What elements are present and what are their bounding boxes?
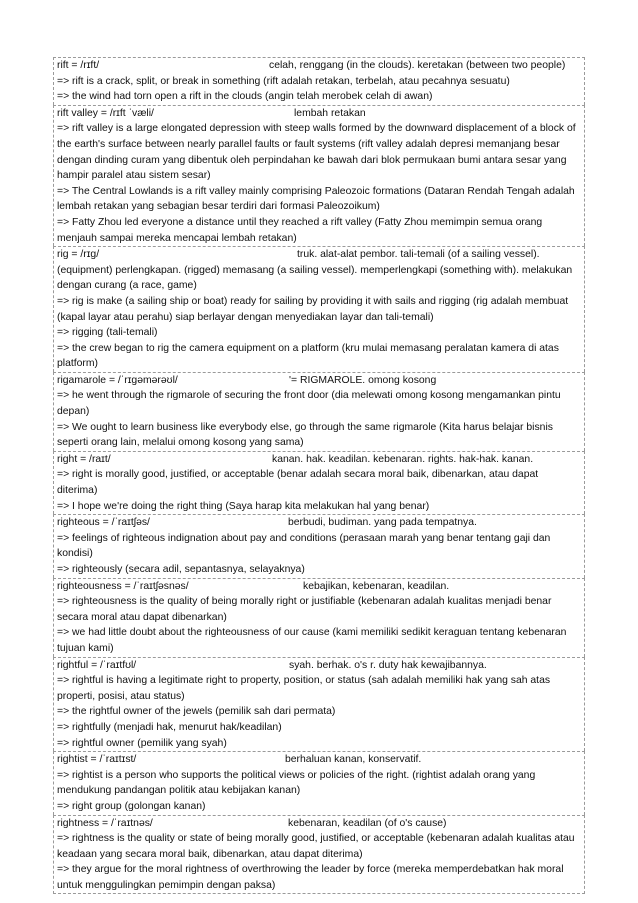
entry-term: rift = /rɪft/ <box>57 60 100 71</box>
entry-meaning: kebenaran, keadilan (of o's cause) <box>288 817 447 829</box>
entry-line: => right is morally good, justified, or acceptable (benar adalah secara moral baik, dibenarkan, atau dapat diterima) <box>57 469 539 497</box>
entry-line: => rig is make (a sailing ship or boat) ready for sailing by providing it with sails and rigging (rig adalah membuat (kapal layar atau perahu) siap berlayar dengan menyediakan layar dan tali-temali) <box>57 295 569 323</box>
entry-line: => The Central Lowlands is a rift valley mainly comprising Paleozoic formations (Dataran Rendah Tengah adalah lembah retakan yang sebagian besar terdiri dari formasi Paleozoikum) <box>57 185 575 213</box>
entry-line: => Fatty Zhou led everyone a distance until they reached a rift valley (Fatty Zhou memimpin semua orang menjauh sampai mereka mencapai lembah retakan) <box>57 216 543 244</box>
entry-meaning: '= RIGMAROLE. omong kosong <box>289 374 437 386</box>
entry-term: rightness = /ˈraɪtnəs/ <box>57 817 153 829</box>
entry-line: => rigging (tali-temali) <box>57 327 158 339</box>
entry-meaning: berhaluan kanan, konservatif. <box>285 754 422 766</box>
entry-line: => rightful owner (pemilik yang syah) <box>57 737 227 749</box>
entry-term: righteous = /ˈraɪtʃəs/ <box>57 517 150 529</box>
dictionary-entry <box>53 815 585 895</box>
entry-term: righteousness = /ˈraɪtʃəsnəs/ <box>57 580 189 592</box>
entry-line: => rightfully (menjadi hak, menurut hak/keadilan) <box>57 721 282 733</box>
entry-heading <box>57 247 581 263</box>
entry-line: => the wind had torn open a rift in the clouds (angin telah merobek celah di awan) <box>57 91 433 103</box>
entry-term: rift valley = /rɪft ˈvæli/ <box>57 107 154 119</box>
entry-line: => we had little doubt about the righteousness of our cause (kami memiliki sedikit keraguan tentang kebenaran tujuan kami) <box>57 627 567 654</box>
entry-line: => rift valley is a large elongated depression with steep walls formed by the downward displacement of a block of the earth's surface between nearly parallel faults or fault systems (rift valley adalah depresi memanjang besar dengan dinding curam yang dibentuk oleh perpindahan ke bawah dari blok permukaan bumi antara sesar yang hampir paralel atau sistem sesar) <box>57 123 576 182</box>
entry-line: => right group (golongan kanan) <box>57 800 206 812</box>
entry-meaning: celah, renggang (in the clouds). keretakan (between two people) <box>269 60 566 71</box>
dictionary-entry <box>53 578 585 657</box>
dictionary-entry <box>53 105 585 246</box>
entry-line: (equipment) perlengkapan. (rigged) memasang (a sailing vessel). memperlengkapi (something with). melakukan dengan curang (a race, game) <box>57 264 573 292</box>
entry-heading <box>57 752 581 768</box>
dictionary-entry <box>53 514 585 577</box>
entry-line: => I hope we're doing the right thing (Saya harap kita melakukan hal yang benar) <box>57 500 430 512</box>
dictionary-entry <box>53 657 585 752</box>
entry-line: => he went through the rigmarole of securing the front door (dia melewati omong kosong mengamankan pintu depan) <box>57 390 561 418</box>
entry-line: => the rightful owner of the jewels (pemilik sah dari permata) <box>57 706 336 718</box>
entry-term: rightist = /ˈraɪtɪst/ <box>57 754 137 766</box>
entry-meaning: syah. berhak. o's r. duty hak kewajibannya. <box>289 659 487 671</box>
dictionary-entry <box>53 57 585 105</box>
entry-meaning: kanan. hak. keadilan. kebenaran. rights. hak-hak. kanan. <box>272 453 534 465</box>
entry-term: right = /raɪt/ <box>57 453 111 465</box>
entry-term: rig = /rɪg/ <box>57 249 100 261</box>
entry-line: => We ought to learn business like everybody else, go through the same rigmarole (Kita harus belajar bisnis seperti orang lain, melalui omong kosong yang sama) <box>57 421 553 449</box>
entry-line: => they argue for the moral rightness of overthrowing the leader by force (mereka memperdebatkan hak moral untuk menggulingkan pemimpin dengan paksa) <box>57 864 564 891</box>
entry-heading <box>57 515 581 531</box>
entry-heading <box>57 58 581 74</box>
entry-line: => feelings of righteous indignation about pay and conditions (perasaan marah yang benar tentang gaji dan kondisi) <box>57 532 551 560</box>
entry-line: => righteously (secara adil, sepantasnya, selayaknya) <box>57 564 305 575</box>
entry-heading <box>57 579 581 595</box>
entry-meaning: kebajikan, kebenaran, keadilan. <box>303 580 450 592</box>
dictionary-entry <box>53 246 585 372</box>
entry-meaning: truk. alat-alat pembor. tali-temali (of a sailing vessel). <box>297 249 540 261</box>
entry-line: => rightful is having a legitimate right to property, position, or status (sah adalah memiliki hak yang sah atas properti, posisi, atau status) <box>57 675 551 702</box>
entry-heading <box>57 658 581 674</box>
entry-heading <box>57 452 581 468</box>
entry-line: => righteousness is the quality of being morally right or justifiable (kebenaran adalah kualitas menjadi benar secara moral atau dapat dibenarkan) <box>57 596 552 623</box>
entry-heading <box>57 106 581 122</box>
entry-line: => rightist is a person who supports the political views or policies of the right. (rightist adalah orang yang mendukung pandangan politik atau kebijakan kanan) <box>57 769 536 797</box>
dictionary-entry <box>53 372 585 451</box>
entry-term: rigamarole = /ˈrɪɡəmərəʊl/ <box>57 374 178 386</box>
entry-line: => rift is a crack, split, or break in something (rift adalah retakan, terbelah, atau pecahnya sesuatu) <box>57 75 510 87</box>
dictionary-entry <box>53 451 585 514</box>
entry-line: => rightness is the quality or state of being morally good, justified, or acceptable (kebenaran adalah kualitas atau keadaan yang secara moral baik, dibenarkan, atau dapat diterima) <box>57 833 575 860</box>
dictionary-entry <box>53 751 585 814</box>
entry-term: rightful = /ˈraɪtfʊl/ <box>57 659 137 671</box>
entry-heading <box>57 816 581 832</box>
entry-line: => the crew began to rig the camera equipment on a platform (kru mulai memasang peralatan kamera di atas platform) <box>57 342 559 370</box>
entry-meaning: berbudi, budiman. yang pada tempatnya. <box>288 517 477 529</box>
entry-heading <box>57 373 581 389</box>
dictionary-page <box>53 57 585 894</box>
entry-meaning: lembah retakan <box>294 107 366 119</box>
